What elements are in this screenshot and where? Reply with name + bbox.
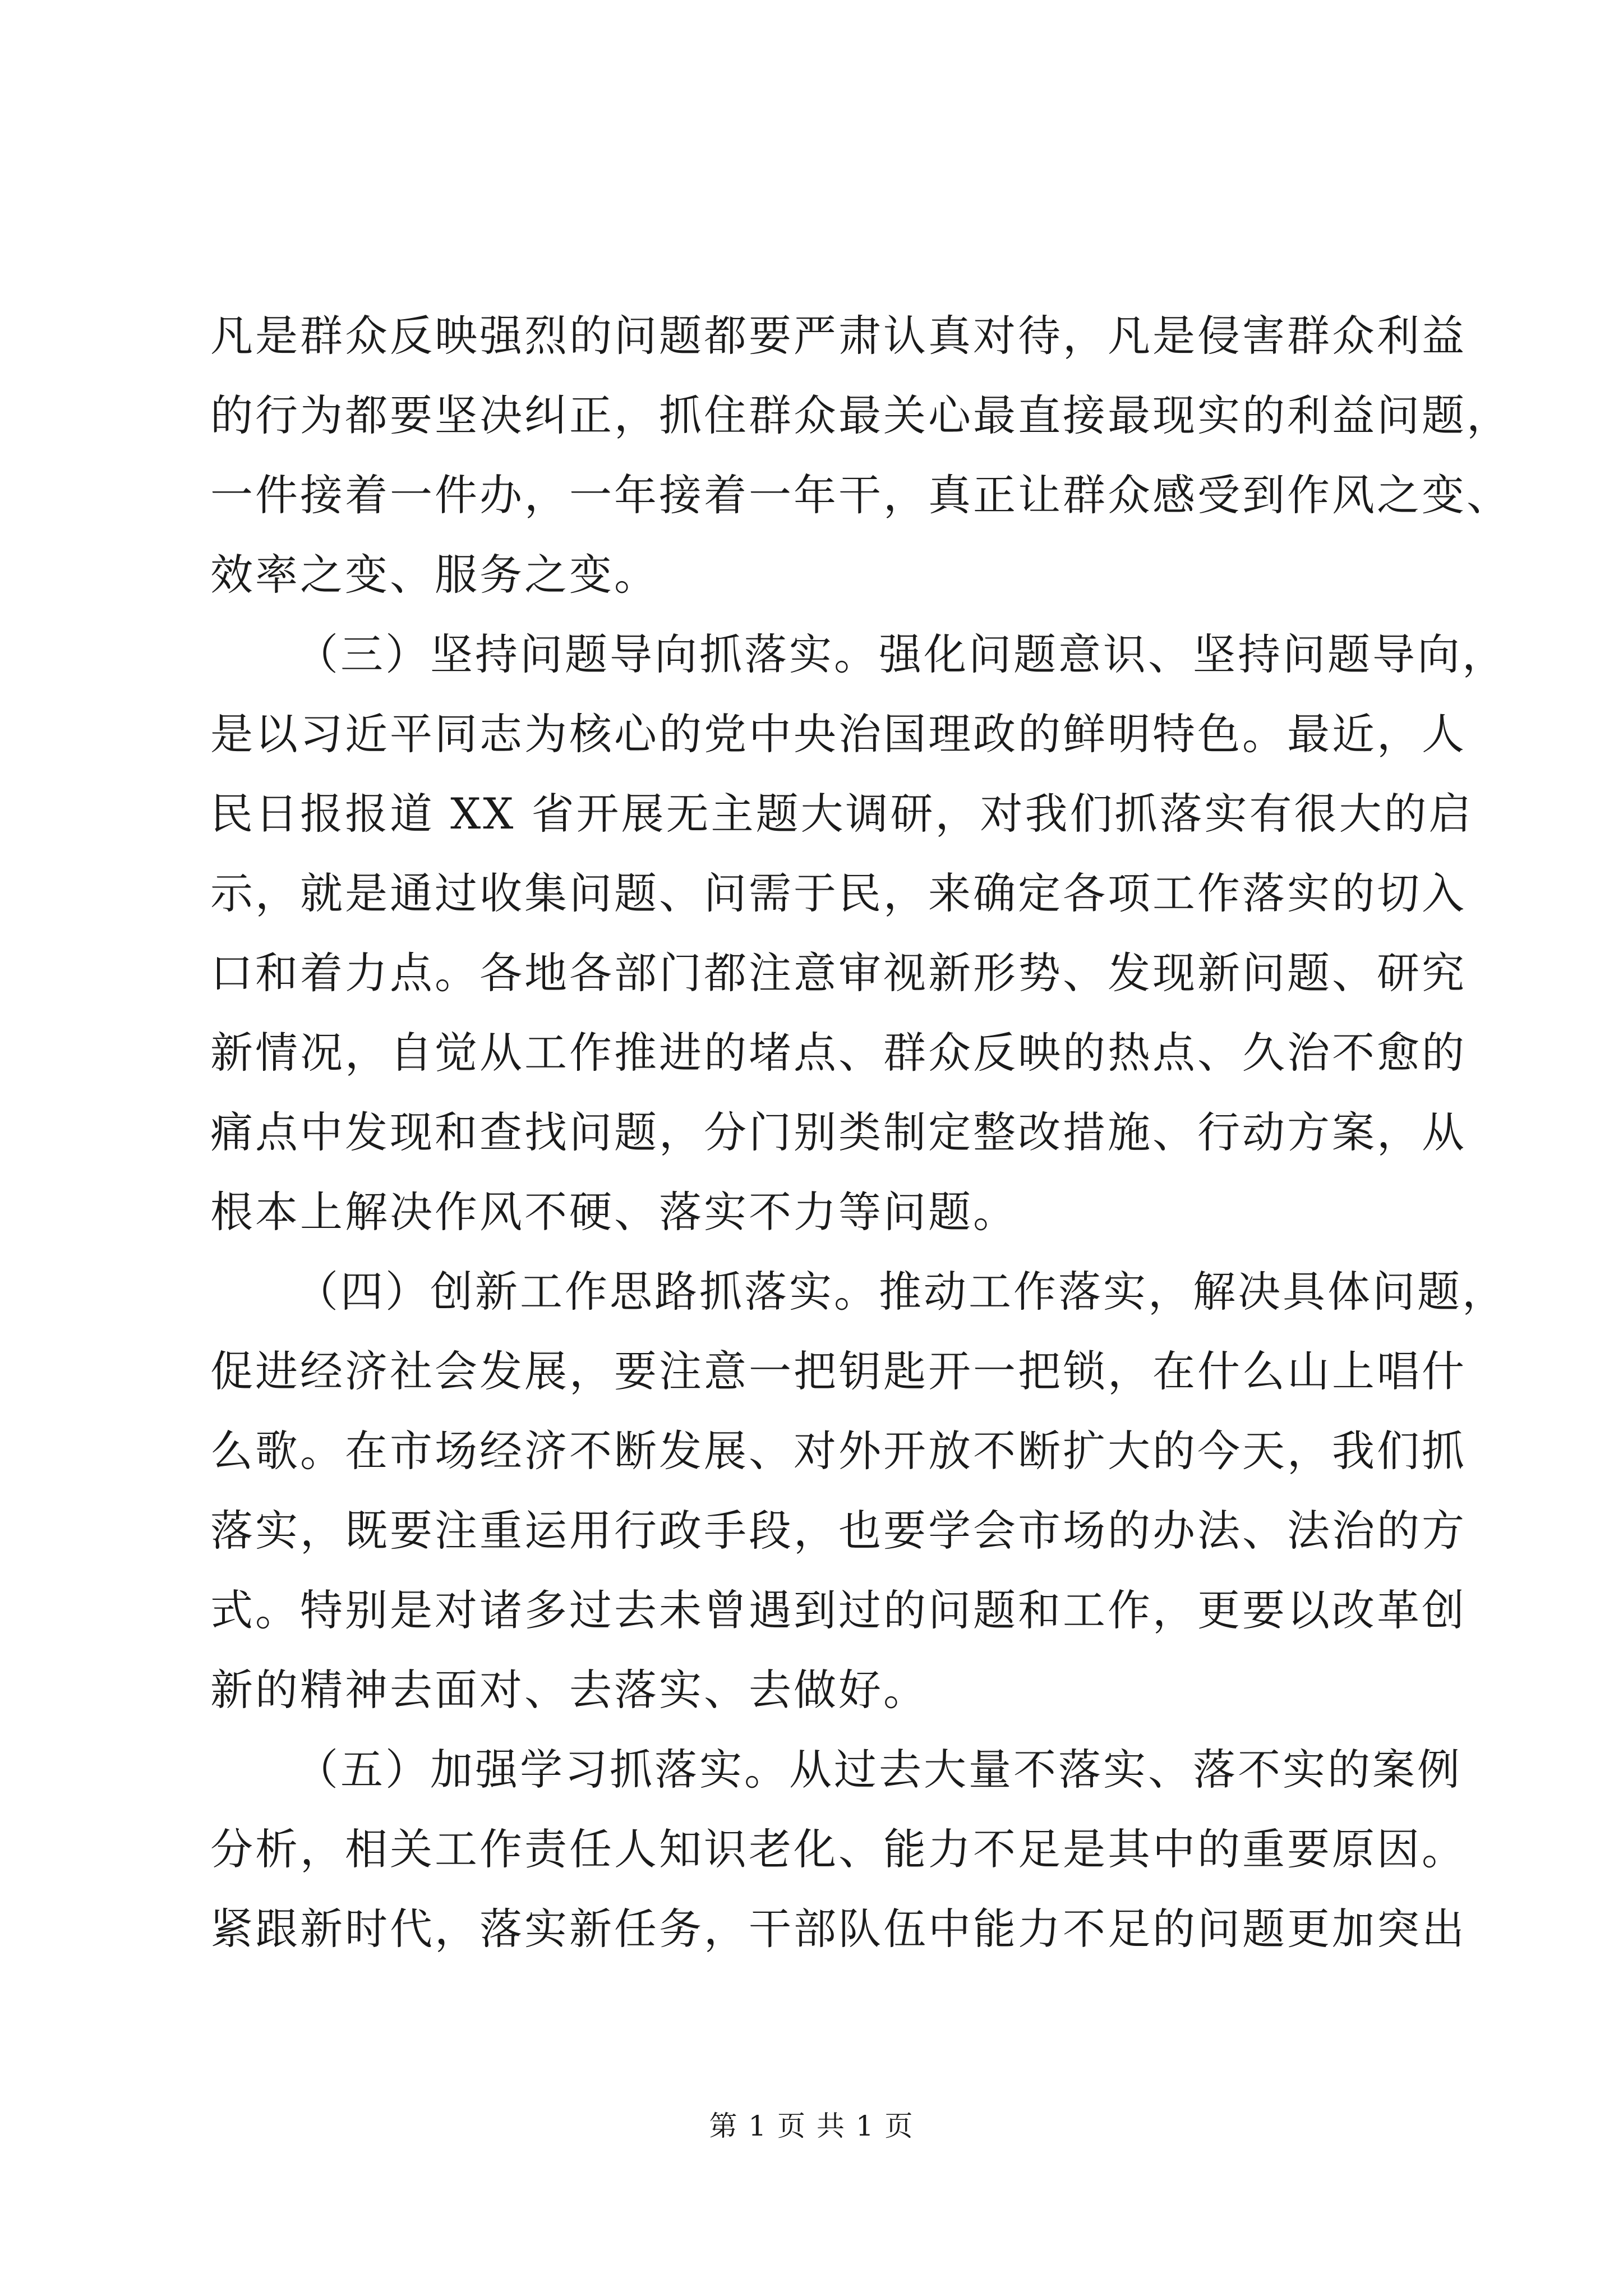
text-line: （三）坚持问题导向抓落实。强化问题意识、坚持问题导向， bbox=[296, 629, 1507, 679]
page-footer bbox=[0, 2104, 1623, 2144]
text-line: 效率之变、服务之变。 bbox=[210, 550, 659, 600]
text-line: 么歌。在市场经济不断发展、对外开放不断扩大的今天，我们抓 bbox=[210, 1426, 1467, 1476]
text-line: 口和着力点。各地各部门都注意审视新形势、发现新问题、研究 bbox=[210, 948, 1467, 998]
text-line: 的行为都要坚决纠正，抓住群众最关心最直接最现实的利益问题， bbox=[210, 390, 1511, 440]
text-line: 示，就是通过收集问题、问需于民，来确定各项工作落实的切入 bbox=[210, 868, 1467, 918]
text-line: 落实，既要注重运用行政手段，也要学会市场的办法、法治的方 bbox=[210, 1506, 1467, 1556]
paragraph-4 bbox=[210, 1730, 1467, 1969]
paragraph-3 bbox=[210, 1252, 1507, 1730]
text-line: 一件接着一件办，一年接着一年干，真正让群众感受到作风之变、 bbox=[210, 470, 1511, 520]
text-line: 凡是群众反映强烈的问题都要严肃认真对待，凡是侵害群众利益 bbox=[210, 311, 1467, 361]
text-line: （五）加强学习抓落实。从过去大量不落实、落不实的案例 bbox=[296, 1745, 1462, 1795]
paragraph-1 bbox=[210, 296, 1511, 615]
text-line: 式。特别是对诸多过去未曾遇到过的问题和工作，更要以改革创 bbox=[210, 1585, 1467, 1635]
body-text bbox=[210, 296, 1511, 1969]
text-line: 促进经济社会发展，要注意一把钥匙开一把锁，在什么山上唱什 bbox=[210, 1346, 1467, 1396]
text-line: 根本上解决作风不硬、落实不力等问题。 bbox=[210, 1187, 1018, 1237]
paragraph-2 bbox=[210, 615, 1507, 1252]
text-line: 民日报报道 XX 省开展无主题大调研，对我们抓落实有很大的启 bbox=[210, 789, 1474, 839]
text-line: 是以习近平同志为核心的党中央治国理政的鲜明特色。最近，人 bbox=[210, 709, 1467, 759]
text-line: 新的精神去面对、去落实、去做好。 bbox=[210, 1665, 928, 1715]
text-line: 分析，相关工作责任人知识老化、能力不足是其中的重要原因。 bbox=[210, 1824, 1467, 1874]
text-line: 紧跟新时代，落实新任务，干部队伍中能力不足的问题更加突出 bbox=[210, 1904, 1467, 1954]
page-number-label: 第 1 页 共 1 页 bbox=[709, 2110, 914, 2142]
text-line: 新情况，自觉从工作推进的堵点、群众反映的热点、久治不愈的 bbox=[210, 1028, 1467, 1078]
text-line: （四）创新工作思路抓落实。推动工作落实，解决具体问题， bbox=[296, 1267, 1507, 1317]
text-line: 痛点中发现和查找问题，分门别类制定整改措施、行动方案，从 bbox=[210, 1107, 1467, 1157]
